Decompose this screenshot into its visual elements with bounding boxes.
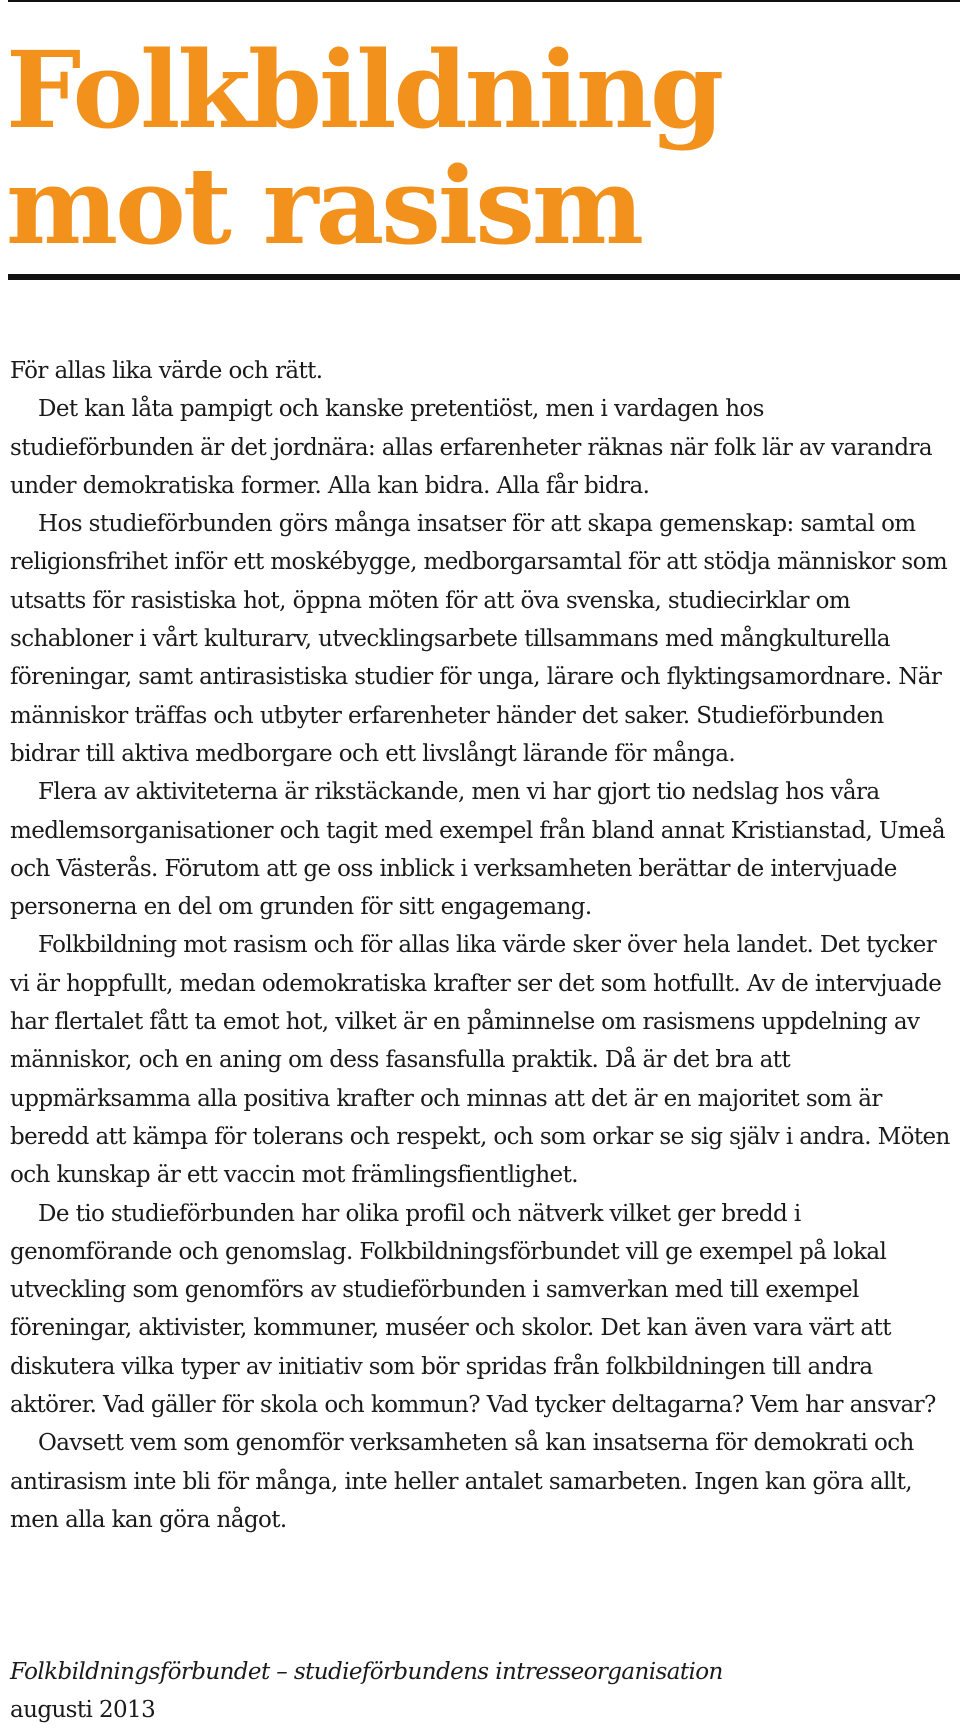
top-rule (8, 0, 960, 2)
signature (10, 1653, 723, 1729)
page-title (6, 27, 722, 268)
paragraph-4: Flera av aktiviteterna är rikstäckande, men vi har gjort tio nedslag hos våra medlemsorganisationer och tagit med exempel från bland annat Kristianstad, Umeå och Västerås. Förutom att ge oss inblick i verksamheten berättar de intervjuade personerna en del om grunden för sitt engagemang. (10, 779, 946, 921)
paragraph-3: Hos studieförbunden görs många insatser för att skapa gemenskap: samtal om religionsfrihet inför ett moskébygge, medborgarsamtal för att stödja människor som utsatts för rasistiska hot, öppna möten för att öva svenska, studiecirklar om schabloner i vårt kulturarv, utvecklingsarbete tillsammans med mångkulturella föreningar, samt antirasistiska studier för unga, lärare och flyktingsamordnare. När människor träffas och utbyter erfarenheter händer det saker. Studieförbunden bidrar till aktiva medborgare och ett livslångt lärande för många. (10, 511, 948, 767)
paragraph-5: Folkbildning mot rasism och för allas lika värde sker över hela landet. Det tycker vi är hoppfullt, medan odemokratiska krafter ser det som hotfullt. Av de intervjuade har flertalet fått ta emot hot, vilket är en påminnelse om rasismens uppdelning av människor, och en aning om dess fasansfulla praktik. Då är det bra att uppmärksamma alla positiva krafter och minnas att det är en majoritet som är beredd att kämpa för tolerans och respekt, och som orkar se sig själv i andra. Möten och kunskap är ett vaccin mot främlingsfientlighet. (10, 932, 950, 1189)
paragraph-6: De tio studieförbunden har olika profil och nätverk vilket ger bredd i genomförande och genomslag. Folkbildningsförbundet vill ge exempel på lokal utveckling som genomförs av studieförbunden i samverkan med till exempel föreningar, aktivister, kommuner, muséer och skolor. Det kan även vara värt att diskutera vilka typer av initiativ som bör spridas från folkbildningen till andra aktörer. Vad gäller för skola och kommun? Vad tycker deltagarna? Vem har ansvar? (10, 1200, 936, 1419)
title-rule (8, 274, 960, 280)
body-text (10, 352, 950, 1539)
paragraph-7: Oavsett vem som genomför verksamheten så kan insatserna för demokrati och antirasism inte bli för många, inte heller antalet samarbeten. Ingen kan göra allt, men alla kan göra något. (10, 1430, 914, 1533)
title-line-1: Folkbildning (6, 27, 722, 152)
title-line-2: mot rasism (6, 143, 642, 268)
signature-date: augusti 2013 (10, 1697, 156, 1723)
signature-organization: Folkbildningsförbundet – studieförbundens intresseorganisation (10, 1659, 723, 1685)
paragraph-2: Det kan låta pampigt och kanske pretentiöst, men i vardagen hos studieförbunden är det jordnära: allas erfarenheter räknas när folk lär av varandra under demokratiska former. Alla kan bidra. Alla får bidra. (10, 396, 933, 499)
paragraph-1: För allas lika värde och rätt. (10, 358, 323, 384)
